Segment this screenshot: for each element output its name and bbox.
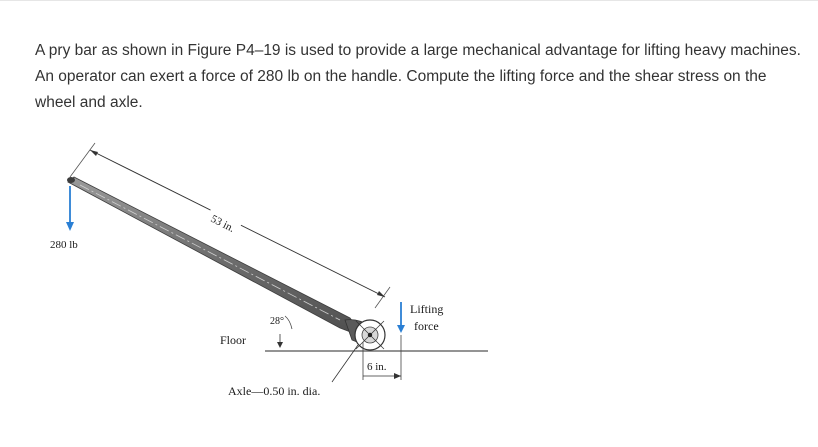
handle-end — [67, 177, 75, 183]
offset-dim-arrow — [394, 373, 401, 379]
problem-statement: A pry bar as shown in Figure P4–19 is used to provide a large mechanical advantage for lifting heavy machines. An operator can exert a force of 280 lb on the handle. Compute the lifting force and the shear stress on the wheel and axle. — [35, 42, 801, 111]
force-label: 280 lb — [50, 239, 78, 251]
pry-bar-figure — [40, 130, 500, 410]
lifting-force-arrowhead — [397, 325, 405, 333]
axle-label: Axle—0.50 in. dia. — [228, 384, 321, 398]
floor-label: Floor — [220, 333, 247, 347]
pry-bar — [68, 177, 360, 334]
dim-extension-bottom — [375, 287, 390, 308]
dim-extension-top — [70, 143, 95, 177]
offset-label: 6 in. — [367, 361, 387, 373]
lifting-label-line1: Lifting — [410, 302, 444, 316]
angle-arc — [285, 316, 292, 329]
applied-force-arrowhead — [66, 222, 74, 231]
floor-pointer-head — [277, 342, 283, 348]
angle-label: 28° — [270, 316, 284, 327]
lifting-label-line2: force — [414, 319, 439, 333]
axle — [368, 333, 372, 337]
pry-bar-diagram — [40, 130, 500, 410]
top-divider — [0, 0, 818, 1]
dim-arrow-top — [90, 150, 98, 156]
length-label: 53 in. — [208, 212, 237, 235]
dim-arrow-bottom — [377, 291, 385, 297]
